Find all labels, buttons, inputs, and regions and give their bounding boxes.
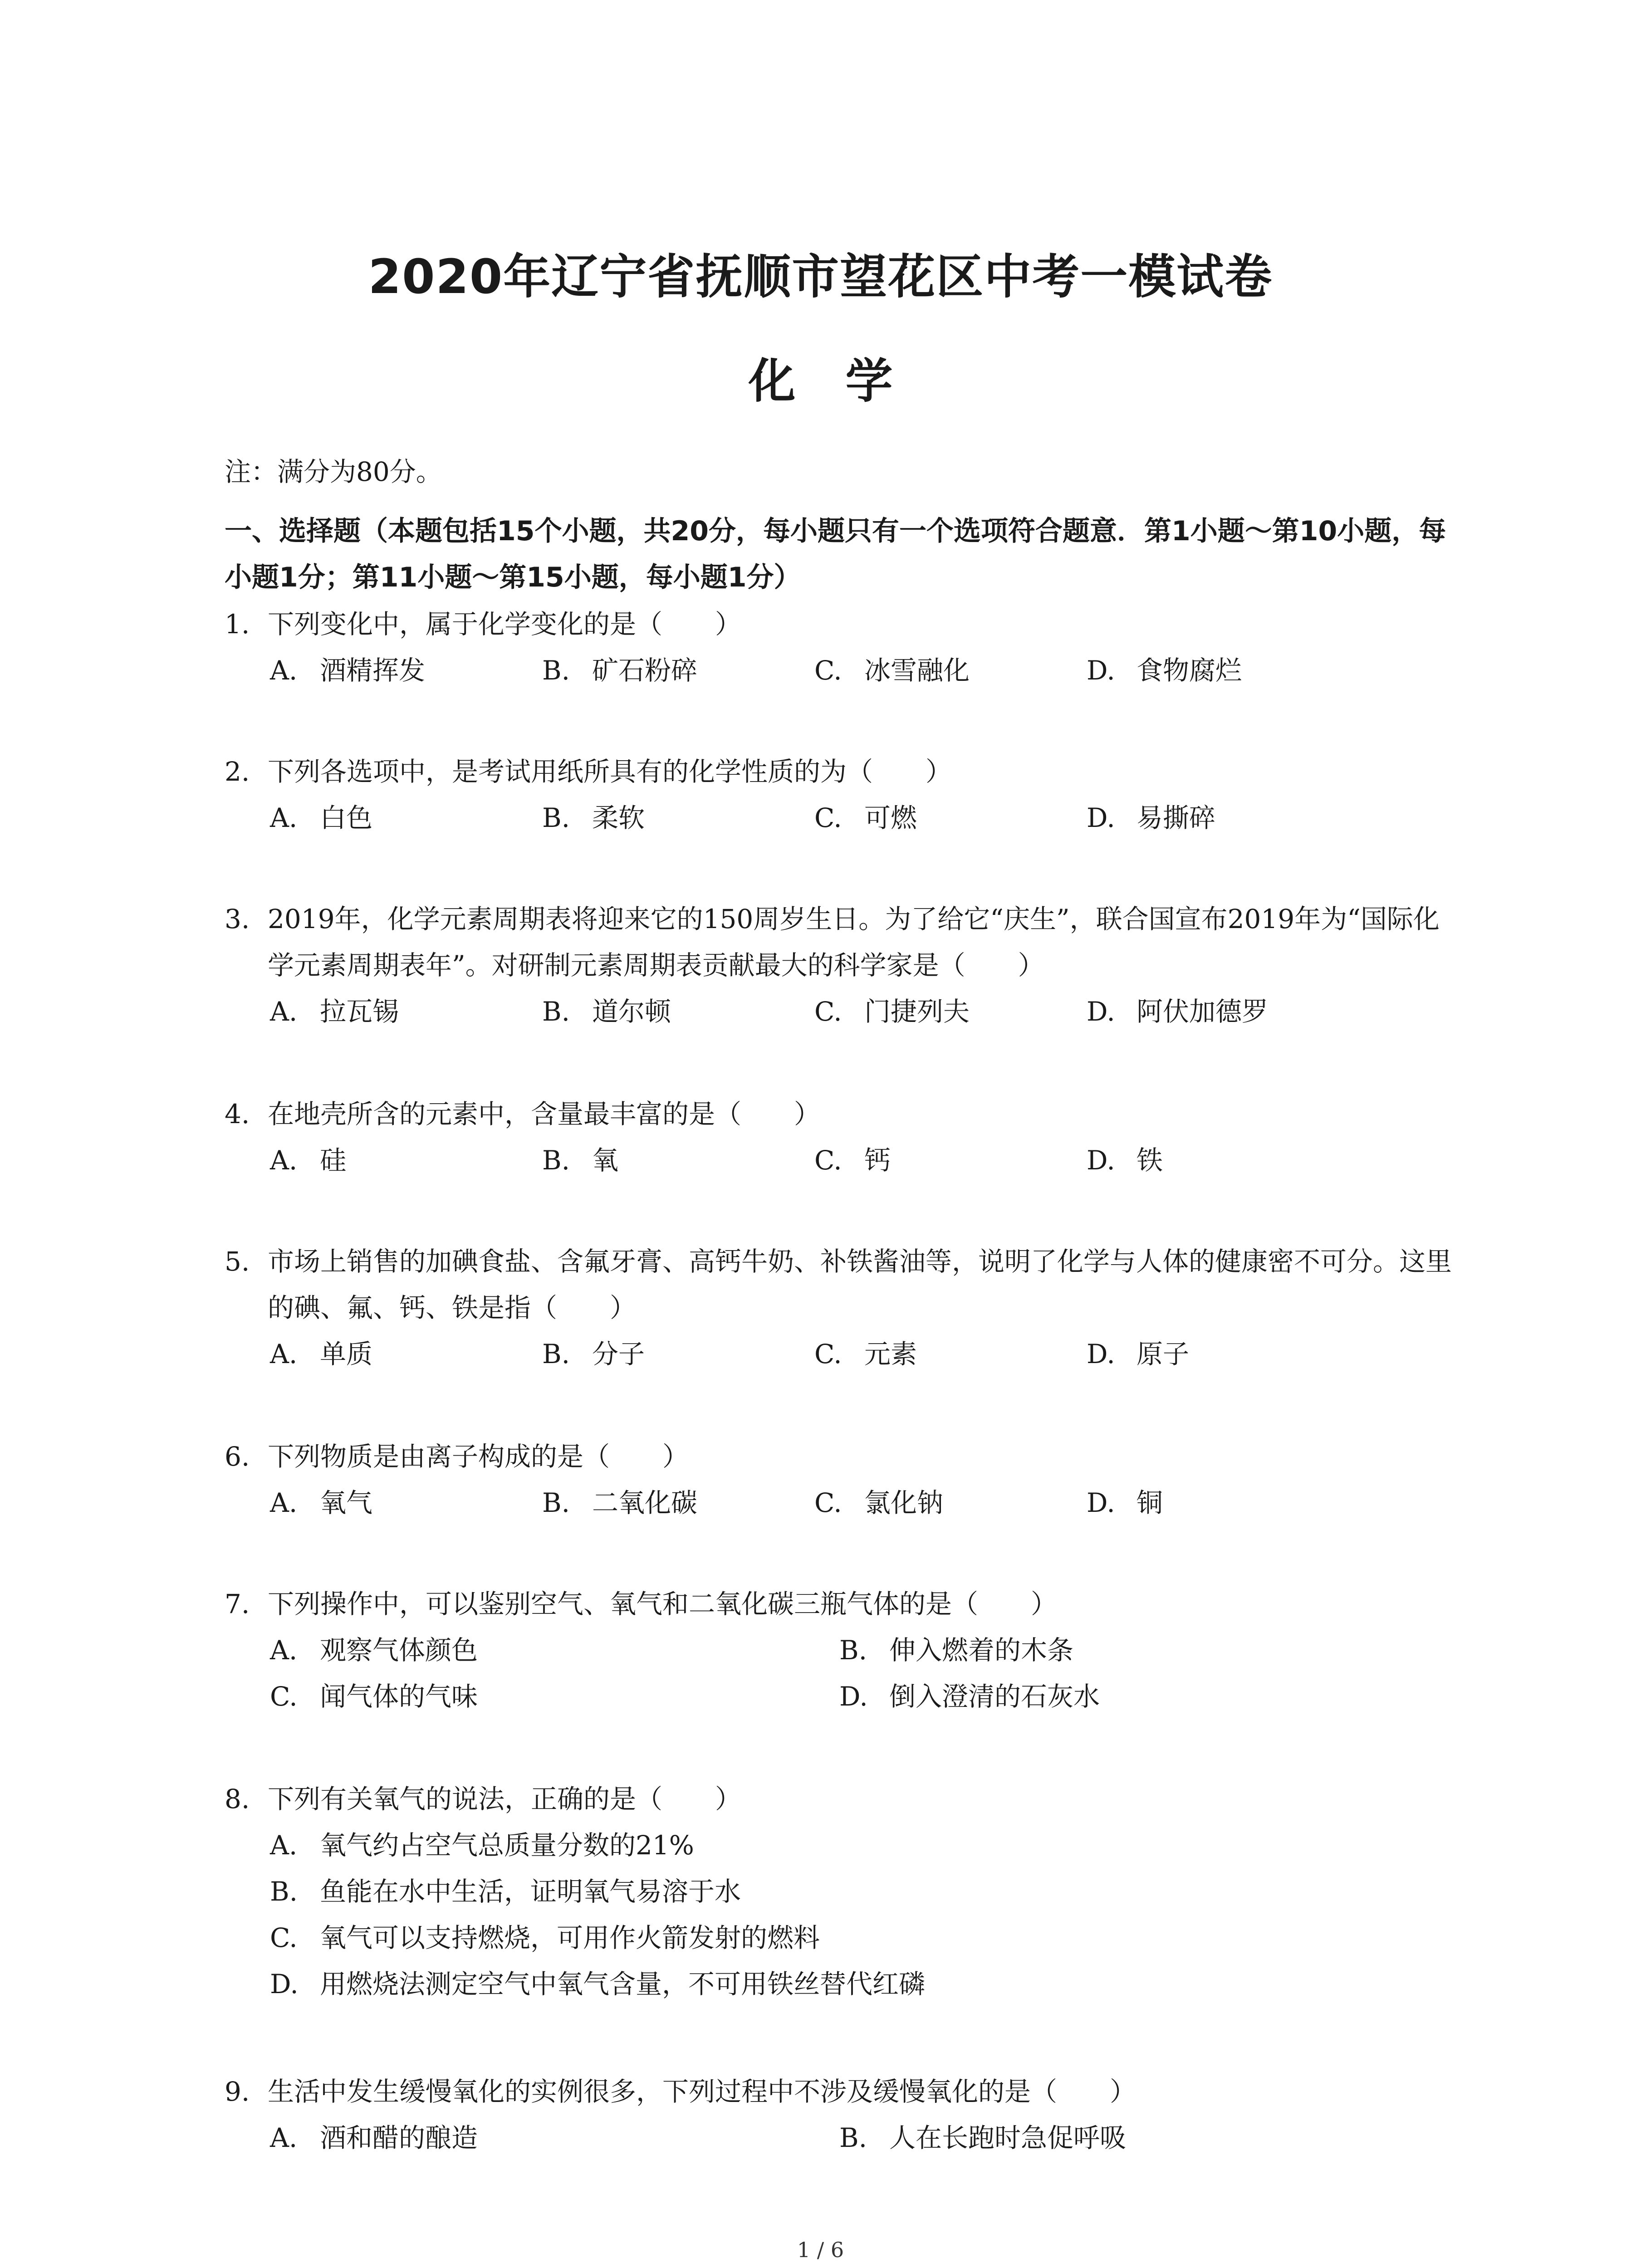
option-b[interactable] <box>542 1331 645 1377</box>
option-letter: D. <box>1087 1487 1115 1518</box>
question-text: 在地壳所含的元素中，含量最丰富的是（ ） <box>268 1099 821 1129</box>
option-c[interactable] <box>814 1331 917 1377</box>
question-number: 6. <box>225 1441 250 1472</box>
option-a[interactable] <box>270 1331 372 1377</box>
option-a[interactable] <box>270 1480 372 1526</box>
option-row <box>270 647 1459 694</box>
option-text: 阿伏加德罗 <box>1136 996 1269 1027</box>
question-text: 下列有关氧气的说法，正确的是（ ） <box>268 1784 742 1814</box>
option-letter: D. <box>1087 996 1115 1027</box>
option-text: 冰雪融化 <box>864 655 970 686</box>
option-text: 铁 <box>1136 1145 1163 1176</box>
question-text: 下列操作中，可以鉴别空气、氧气和二氧化碳三瓶气体的是（ ） <box>268 1589 1058 1619</box>
question-7 <box>225 1581 1459 1720</box>
option-a[interactable] <box>270 1627 478 1673</box>
question-stem <box>225 748 1459 795</box>
option-d[interactable] <box>1087 988 1268 1035</box>
option-letter: B. <box>839 1635 867 1666</box>
option-d[interactable] <box>270 1961 1459 2007</box>
question-text: 生活中发生缓慢氧化的实例很多，下列过程中不涉及缓慢氧化的是（ ） <box>268 2076 1136 2107</box>
option-letter: B. <box>542 996 570 1027</box>
option-text: 氧气约占空气总质量分数的21% <box>320 1830 694 1861</box>
option-letter: A. <box>270 1487 298 1518</box>
option-text: 人在长跑时急促呼吸 <box>889 2122 1127 2153</box>
option-text: 柔软 <box>592 802 645 833</box>
option-letter: C. <box>814 1339 842 1369</box>
score-note: 注：满分为80分。 <box>225 456 442 487</box>
option-letter: C. <box>814 1145 842 1176</box>
option-c[interactable] <box>814 988 970 1035</box>
question-text: 下列各选项中，是考试用纸所具有的化学性质的为（ ） <box>268 756 952 787</box>
question-stem <box>225 1581 1459 1627</box>
option-letter: D. <box>839 1681 868 1712</box>
question-3 <box>225 896 1459 1035</box>
option-text: 观察气体颜色 <box>320 1635 478 1666</box>
question-number: 8. <box>225 1784 250 1814</box>
option-text: 二氧化碳 <box>592 1487 698 1518</box>
question-text: 下列变化中，属于化学变化的是（ ） <box>268 609 742 640</box>
option-text: 酒精挥发 <box>320 655 426 686</box>
option-letter: D. <box>270 1969 299 1999</box>
option-text: 拉瓦锡 <box>320 996 399 1027</box>
option-text: 倒入澄清的石灰水 <box>889 1681 1100 1712</box>
option-row <box>270 1331 1459 1377</box>
option-letter: B. <box>542 1339 570 1369</box>
option-letter: C. <box>270 1681 298 1712</box>
option-c[interactable] <box>814 647 970 694</box>
question-text: 2019年，化学元素周期表将迎来它的150周岁生日。为了给它“庆生”，联合国宣布2019年为“国际化学元素周期表年”。对研制元素周期表贡献最大的科学家是（ ） <box>268 904 1440 981</box>
question-9 <box>225 2068 1459 2161</box>
question-2 <box>225 748 1459 841</box>
option-letter: B. <box>542 655 570 686</box>
option-row <box>270 1673 1459 1720</box>
option-text: 元素 <box>864 1339 917 1369</box>
option-row <box>270 1137 1459 1183</box>
question-text: 市场上销售的加碘食盐、含氟牙膏、高钙牛奶、补铁酱油等，说明了化学与人体的健康密不可分。这里的碘、氟、钙、铁是指（ ） <box>268 1246 1452 1323</box>
option-letter: D. <box>1087 1339 1115 1369</box>
option-b[interactable] <box>270 1868 1459 1915</box>
question-8 <box>225 1776 1459 2007</box>
option-letter: D. <box>1087 655 1115 686</box>
question-4 <box>225 1091 1459 1183</box>
question-number: 2. <box>225 756 250 787</box>
option-text: 易撕碎 <box>1136 802 1216 833</box>
option-letter: A. <box>270 996 298 1027</box>
question-number: 3. <box>225 904 250 934</box>
option-b[interactable] <box>542 1480 697 1526</box>
option-letter: A. <box>270 655 298 686</box>
question-number: 7. <box>225 1589 250 1619</box>
question-number: 9. <box>225 2076 250 2107</box>
option-letter: B. <box>542 802 570 833</box>
question-number: 5. <box>225 1246 250 1277</box>
option-letter: C. <box>814 1487 842 1518</box>
option-letter: A. <box>270 2122 298 2153</box>
exam-subject: 化学 <box>748 353 943 409</box>
question-stem <box>225 601 1459 647</box>
option-letter: D. <box>1087 1145 1115 1176</box>
option-row <box>270 988 1459 1035</box>
option-text: 白色 <box>320 802 373 833</box>
option-letter: B. <box>270 1876 298 1907</box>
option-c[interactable] <box>270 1673 478 1720</box>
option-c[interactable] <box>814 1137 891 1183</box>
option-d[interactable] <box>1087 1331 1189 1377</box>
option-b[interactable] <box>839 1627 1073 1673</box>
option-letter: A. <box>270 1635 298 1666</box>
option-text: 单质 <box>320 1339 373 1369</box>
question-6 <box>225 1433 1459 1526</box>
option-a[interactable] <box>270 1137 346 1183</box>
option-d[interactable] <box>839 1673 1100 1720</box>
option-text: 钙 <box>864 1145 891 1176</box>
option-text: 氧气可以支持燃烧，可用作火箭发射的燃料 <box>320 1922 820 1953</box>
option-letter: B. <box>542 1487 570 1518</box>
option-row <box>270 1627 1459 1673</box>
option-letter: C. <box>270 1922 298 1953</box>
option-letter: C. <box>814 996 842 1027</box>
option-b[interactable] <box>542 795 645 841</box>
option-text: 可燃 <box>864 802 917 833</box>
option-text: 原子 <box>1136 1339 1190 1369</box>
section-heading: 一、选择题（本题包括15个小题，共20分，每小题只有一个选项符合题意．第1小题～第10小题，每小题1分；第11小题～第15小题，每小题1分） <box>225 515 1446 593</box>
option-d[interactable] <box>1087 795 1215 841</box>
option-letter: D. <box>1087 802 1115 833</box>
option-row <box>270 1480 1459 1526</box>
option-text: 用燃烧法测定空气中氧气含量，不可用铁丝替代红磷 <box>320 1969 926 1999</box>
question-stem <box>225 896 1459 988</box>
option-row <box>270 795 1459 841</box>
option-text: 氧气 <box>320 1487 373 1518</box>
option-b[interactable] <box>542 988 671 1035</box>
option-text: 门捷列夫 <box>864 996 970 1027</box>
option-a[interactable] <box>270 1822 1459 1868</box>
question-stem <box>225 1776 1459 1822</box>
question-stem <box>225 2068 1459 2115</box>
option-text: 鱼能在水中生活，证明氧气易溶于水 <box>320 1876 741 1907</box>
question-5 <box>225 1238 1459 1377</box>
option-a[interactable] <box>270 647 425 694</box>
option-row <box>270 2115 1459 2161</box>
question-number: 4. <box>225 1099 250 1129</box>
option-letter: C. <box>814 802 842 833</box>
question-number: 1. <box>225 609 250 640</box>
option-a[interactable] <box>270 2115 478 2161</box>
option-text: 伸入燃着的木条 <box>889 1635 1074 1666</box>
page-number: 1 / 6 <box>797 2238 844 2262</box>
option-c[interactable] <box>814 795 917 841</box>
option-text: 铜 <box>1136 1487 1163 1518</box>
option-letter: A. <box>270 1145 298 1176</box>
option-b[interactable] <box>542 647 697 694</box>
option-text: 矿石粉碎 <box>592 655 698 686</box>
option-d[interactable] <box>1087 1480 1163 1526</box>
option-text: 食物腐烂 <box>1136 655 1242 686</box>
question-1 <box>225 601 1459 694</box>
option-letter: A. <box>270 1830 298 1861</box>
question-stem <box>225 1433 1459 1480</box>
option-text: 酒和醋的酿造 <box>320 2122 478 2153</box>
option-text: 道尔顿 <box>592 996 671 1027</box>
question-text: 下列物质是由离子构成的是（ ） <box>268 1441 689 1472</box>
option-d[interactable] <box>1087 647 1242 694</box>
question-stem <box>225 1091 1459 1137</box>
option-c[interactable] <box>270 1915 1459 1961</box>
question-stem <box>225 1238 1459 1331</box>
option-b[interactable] <box>839 2115 1126 2161</box>
option-text: 硅 <box>320 1145 347 1176</box>
exam-title: 2020年辽宁省抚顺市望花区中考一模试卷 <box>368 249 1273 304</box>
option-b[interactable] <box>542 1137 618 1183</box>
option-c[interactable] <box>814 1480 943 1526</box>
option-letter: A. <box>270 802 298 833</box>
option-text: 分子 <box>592 1339 645 1369</box>
option-d[interactable] <box>1087 1137 1163 1183</box>
option-letter: C. <box>814 655 842 686</box>
option-a[interactable] <box>270 988 399 1035</box>
option-letter: A. <box>270 1339 298 1369</box>
option-text: 氯化钠 <box>864 1487 944 1518</box>
option-text: 氧 <box>592 1145 619 1176</box>
option-a[interactable] <box>270 795 372 841</box>
option-letter: B. <box>542 1145 570 1176</box>
option-letter: B. <box>839 2122 867 2153</box>
option-text: 闻气体的气味 <box>320 1681 478 1712</box>
